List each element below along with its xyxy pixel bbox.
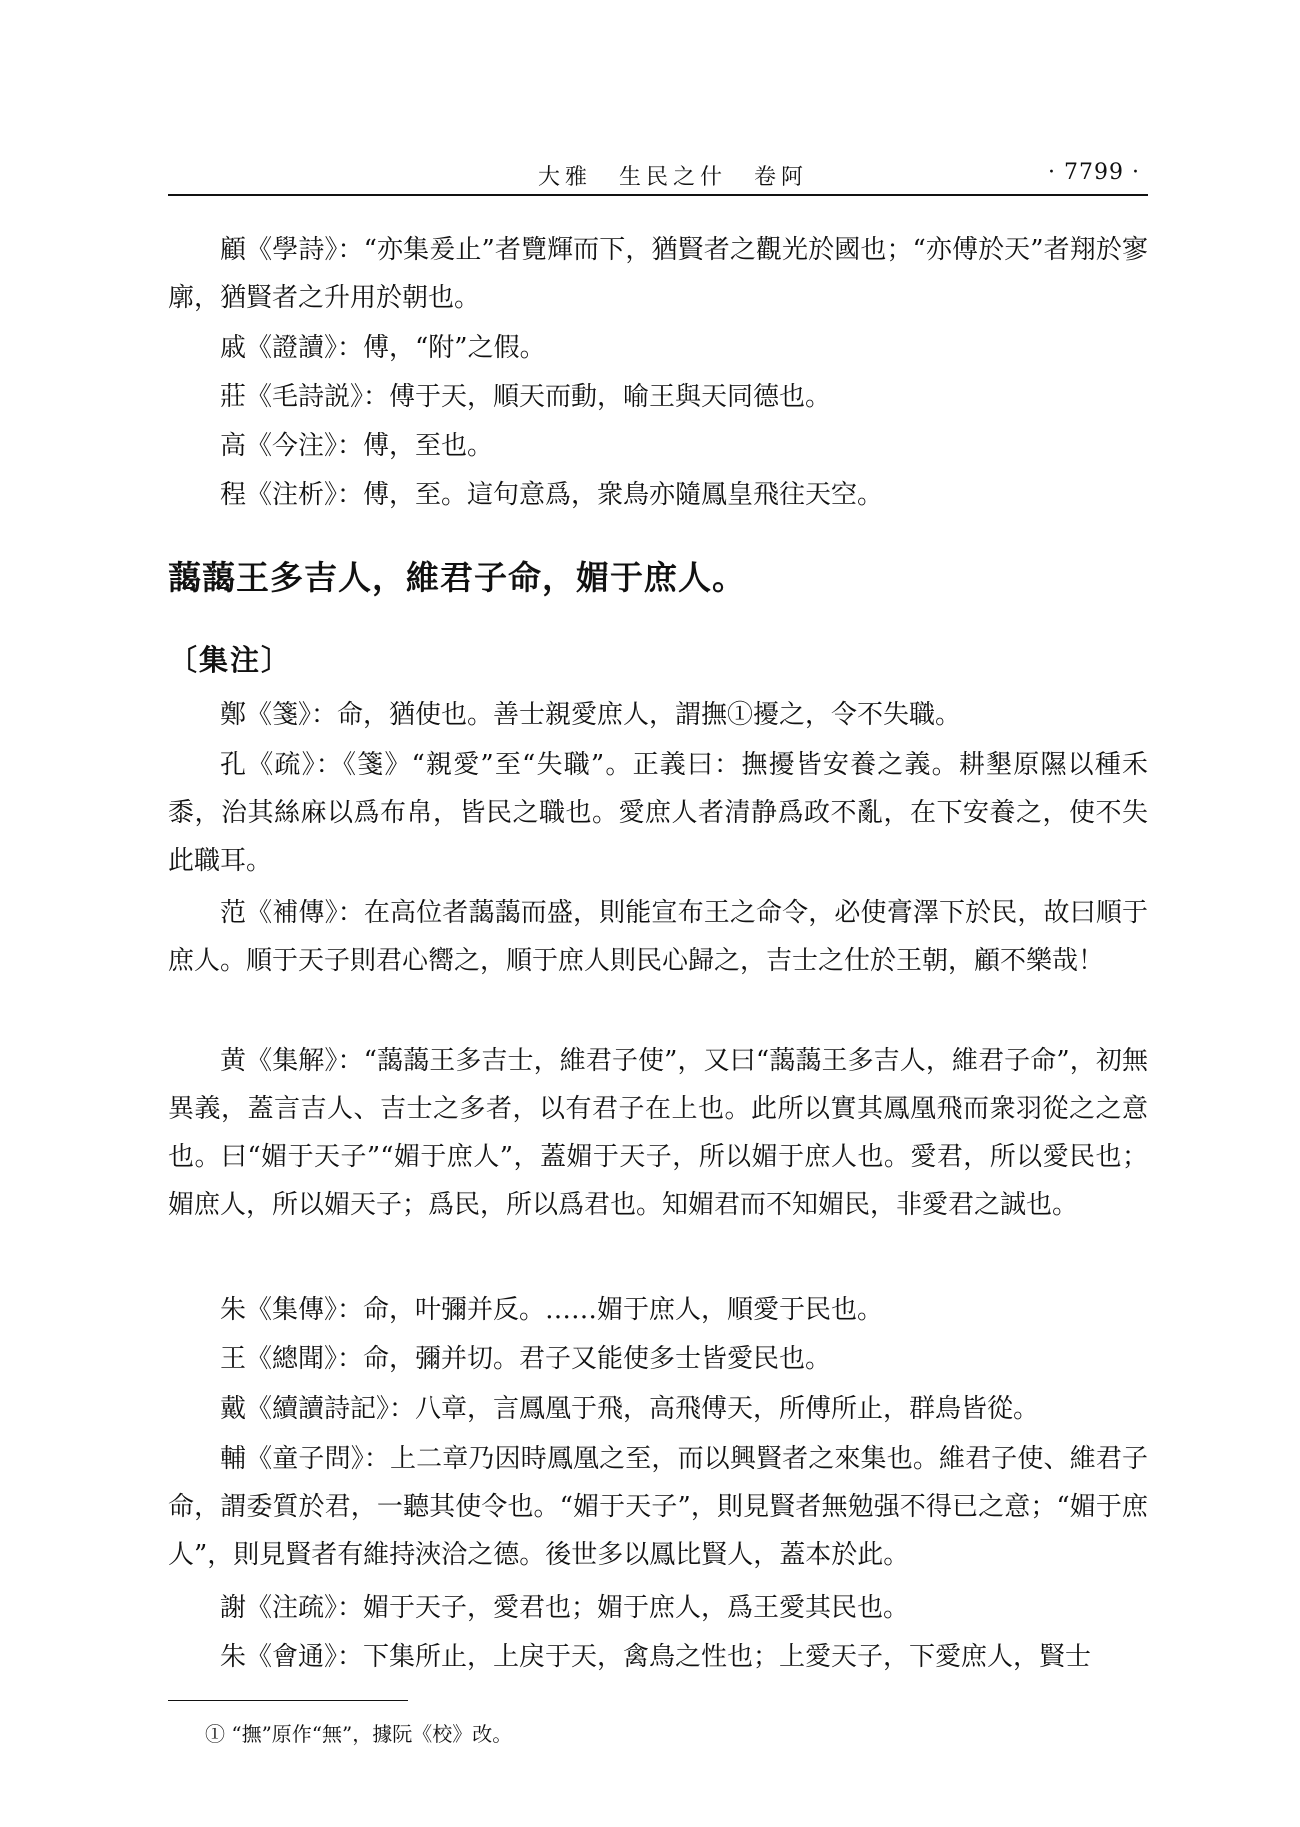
paragraph: 輔《童子問》：上二章乃因時鳳凰之至，而以興賢者之來集也。維君子使、維君子命，謂委質於君，一聽其使令也。“媚于天子”，則見賢者無勉强不得已之意；“媚于庶人”，則見賢者有維持浹洽之德。後世多以鳳比賢人，蓋本於此。: [168, 1444, 1148, 1570]
paragraph: 朱《會通》：下集所止，上戾于天，禽鳥之性也；上愛天子，下愛庶人，賢士: [220, 1642, 1092, 1672]
verse-heading: 藹藹王多吉人，維君子命，媚于庶人。: [168, 558, 746, 597]
paragraph: 戴《續讀詩記》：八章，言鳳凰于飛，高飛傅天，所傅所止，群鳥皆從。: [220, 1394, 1040, 1424]
page-header: [168, 158, 1148, 196]
running-head: 大雅 生民之什 卷阿: [538, 165, 809, 190]
section-label: 〔集注〕: [168, 643, 293, 677]
paragraph: 王《總聞》：命，彌并切。君子又能使多士皆愛民也。: [220, 1344, 832, 1374]
page-number: · 7799 ·: [1048, 160, 1140, 185]
paragraph: 范《補傳》：在高位者藹藹而盛，則能宣布王之命令，必使膏澤下於民，故曰順于庶人。順于天子則君心嚮之，順于庶人則民心歸之，吉士之仕於王朝，顧不樂哉！: [168, 898, 1148, 976]
paragraph: 謝《注疏》：媚于天子，愛君也；媚于庶人，爲王愛其民也。: [220, 1593, 910, 1623]
footnote-rule: [168, 1700, 408, 1701]
paragraph: 鄭《箋》：命，猶使也。善士親愛庶人，謂撫①擾之，令不失職。: [220, 700, 962, 730]
paragraph: 莊《毛詩説》：傅于天，順天而動，喻王與天同德也。: [220, 382, 832, 412]
paragraph: 程《注析》：傅，至。這句意爲，衆鳥亦隨鳳皇飛往天空。: [220, 480, 884, 510]
paragraph: 高《今注》：傅，至也。: [220, 431, 494, 461]
footnote: ① “撫”原作“無”，據阮《校》改。: [205, 1722, 513, 1746]
paragraph: 孔《疏》：《箋》“親愛”至“失職”。正義曰：撫擾皆安養之義。耕墾原隰以種禾黍，治其絲麻以爲布帛，皆民之職也。愛庶人者清静爲政不亂，在下安養之，使不失此職耳。: [168, 750, 1148, 876]
paragraph: 戚《證讀》：傅，“附”之假。: [220, 333, 546, 363]
paragraph: 朱《集傳》：命，叶彌并反。……媚于庶人，順愛于民也。: [220, 1295, 884, 1325]
paragraph: 黄《集解》：“藹藹王多吉士，維君子使”，又曰“藹藹王多吉人，維君子命”，初無異義，蓋言吉人、吉士之多者，以有君子在上也。此所以實其鳳凰飛而衆羽從之之意也。曰“媚于天子”“媚于庶人”，蓋媚于天子，所以媚于庶人也。愛君，所以愛民也；媚庶人，所以媚天子；爲民，所以爲君也。知媚君而不知媚民，非愛君之誠也。: [168, 1046, 1148, 1220]
paragraph: 顧《學詩》：“亦集爰止”者覽輝而下，猶賢者之觀光於國也；“亦傅於天”者翔於寥廓，猶賢者之升用於朝也。: [168, 235, 1148, 313]
